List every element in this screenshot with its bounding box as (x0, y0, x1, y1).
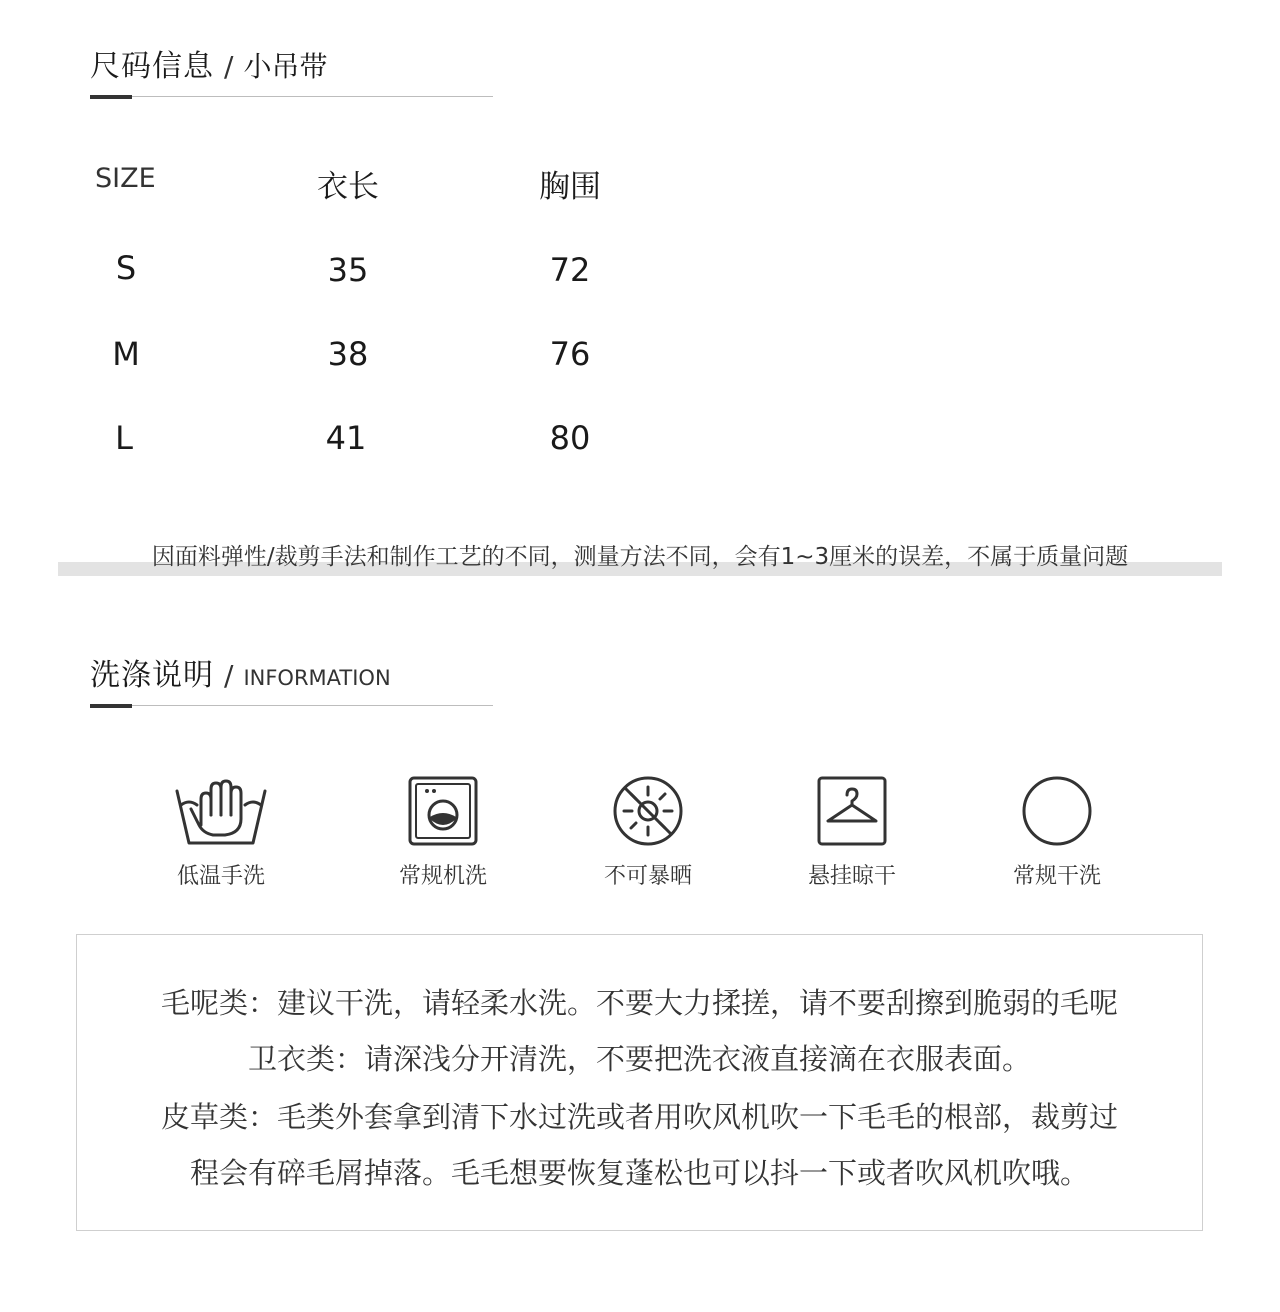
header-length: 衣长 (317, 169, 379, 205)
care-text-line-1: 毛呢类：建议干洗，请轻柔水洗。不要大力揉搓，请不要刮擦到脆弱的毛呢 (160, 986, 1118, 1020)
table-cell-size-m: M (112, 335, 140, 373)
care-text-line-4: 程会有碎毛屑掉落。毛毛想要恢复蓬松也可以抖一下或者吹风机吹哦。 (189, 1156, 1089, 1190)
care-text-line-2: 卫衣类：请深浅分开清洗，不要把洗衣液直接滴在衣服表面。 (247, 1042, 1031, 1076)
hand-wash-icon (173, 775, 269, 847)
care-section-header (90, 656, 493, 706)
care-title-text: 洗涤说明 (90, 658, 214, 693)
care-label-no-sun: 不可暴晒 (603, 864, 692, 889)
care-label-hand-wash: 低温手洗 (176, 864, 265, 889)
care-subtitle-text: INFORMATION (243, 666, 391, 690)
table-cell-chest-m: 76 (549, 335, 591, 373)
table-cell-size-l: L (115, 419, 133, 457)
size-table (0, 0, 1280, 480)
table-cell-length-s: 35 (327, 251, 369, 289)
care-item-machine-wash (363, 775, 523, 890)
no-sun-icon (612, 775, 684, 847)
care-label-dry-clean: 常规干洗 (1012, 864, 1101, 889)
table-cell-chest-l: 80 (549, 419, 591, 457)
table-cell-length-m: 38 (327, 335, 369, 373)
table-cell-length-l: 41 (325, 419, 367, 457)
dry-clean-icon (1021, 775, 1093, 847)
header-rule (90, 705, 493, 706)
care-item-hand-wash (141, 775, 301, 890)
care-item-no-sun (568, 775, 728, 890)
header-accent-bar (90, 704, 132, 708)
measurement-notice: 因面料弹性/裁剪手法和制作工艺的不同，测量方法不同，会有1~3厘米的误差，不属于质量问题 (151, 544, 1129, 570)
title-slash: / (224, 659, 234, 692)
title-slash: / (224, 50, 234, 83)
care-item-dry-clean (977, 775, 1137, 890)
table-cell-chest-s: 72 (549, 251, 591, 289)
header-chest: 胸围 (539, 169, 601, 205)
care-item-hang-dry (772, 775, 932, 890)
care-section-title (90, 650, 391, 694)
header-size: SIZE (95, 163, 156, 194)
hang-dry-icon (816, 775, 888, 847)
size-subtitle-text: 小吊带 (243, 50, 328, 83)
care-label-hang-dry: 悬挂晾干 (807, 864, 896, 889)
care-label-machine-wash: 常规机洗 (398, 864, 487, 889)
table-cell-size-s: S (115, 249, 137, 287)
machine-wash-icon (407, 775, 479, 847)
care-instructions-box (76, 934, 1203, 1231)
size-title-text: 尺码信息 (90, 49, 214, 84)
care-text-line-3: 皮草类：毛类外套拿到清下水过洗或者用吹风机吹一下毛毛的根部，裁剪过 (160, 1100, 1118, 1134)
